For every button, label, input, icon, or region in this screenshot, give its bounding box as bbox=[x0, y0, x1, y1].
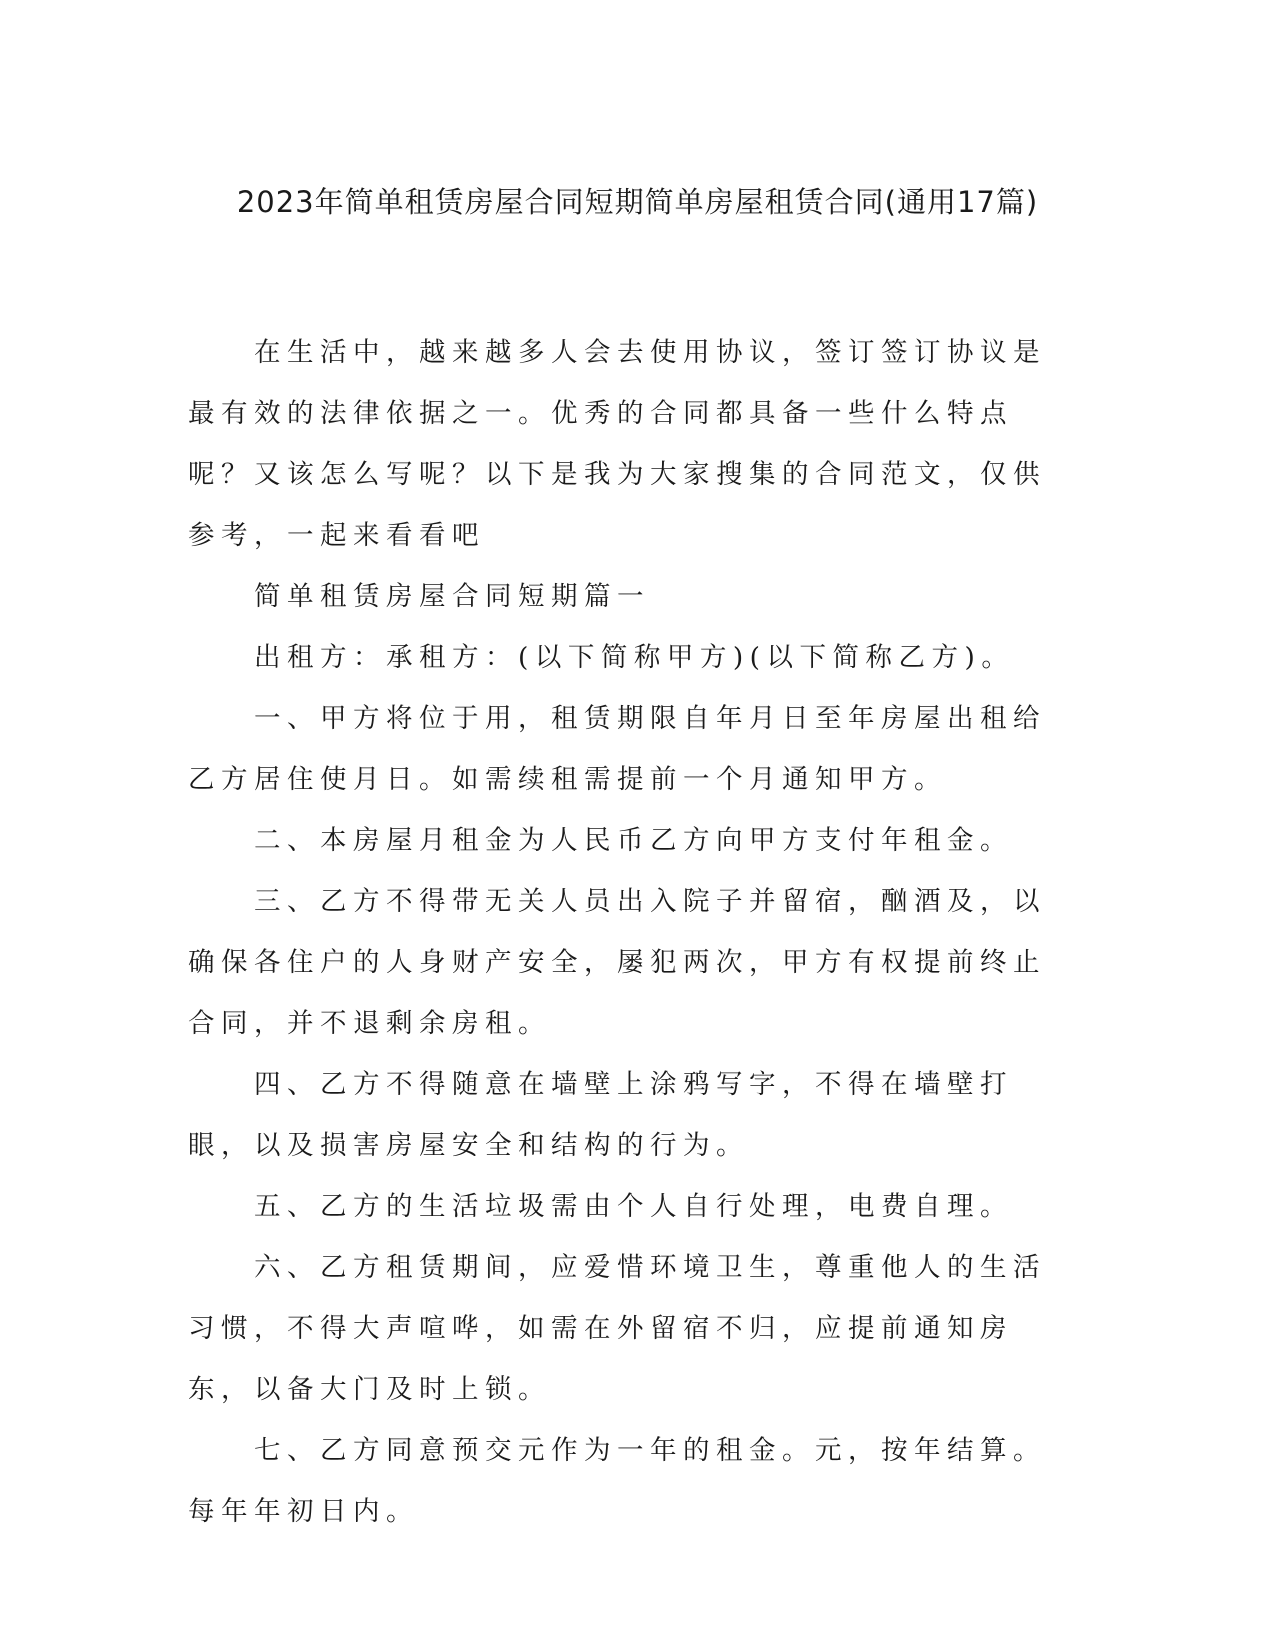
clause-2: 二、本房屋月租金为人民币乙方向甲方支付年租金。 bbox=[254, 825, 1013, 856]
clause-5: 五、乙方的生活垃圾需由个人自行处理，电费自理。 bbox=[254, 1191, 1013, 1222]
section-heading: 简单租赁房屋合同短期篇一 bbox=[254, 581, 650, 612]
clause-6: 六、乙方租赁期间，应爱惜环境卫生，尊重他人的生活习惯，不得大声喧哗，如需在外留宿不归，应提前通知房东，以备大门及时上锁。 bbox=[188, 1252, 1046, 1405]
document-title: 2023年简单租赁房屋合同短期简单房屋租赁合同(通用17篇) bbox=[236, 185, 1039, 219]
clause-4: 四、乙方不得随意在墙壁上涂鸦写字，不得在墙壁打眼，以及损害房屋安全和结构的行为。 bbox=[188, 1069, 1013, 1161]
document-body bbox=[188, 322, 1068, 1542]
clause-3: 三、乙方不得带无关人员出入院子并留宿，酗酒及，以确保各住户的人身财产安全，屡犯两次，甲方有权提前终止合同，并不退剩余房租。 bbox=[188, 886, 1046, 1039]
parties-line: 出租方：承租方：(以下简称甲方)(以下简称乙方)。 bbox=[254, 642, 1015, 673]
clause-1: 一、甲方将位于用，租赁期限自年月日至年房屋出租给乙方居住使月日。如需续租需提前一个月通知甲方。 bbox=[188, 703, 1046, 795]
intro-paragraph: 在生活中，越来越多人会去使用协议，签订签订协议是最有效的法律依据之一。优秀的合同都具备一些什么特点呢？又该怎么写呢？以下是我为大家搜集的合同范文，仅供参考，一起来看看吧 bbox=[188, 337, 1046, 551]
clause-7: 七、乙方同意预交元作为一年的租金。元，按年结算。每年年初日内。 bbox=[188, 1435, 1046, 1527]
